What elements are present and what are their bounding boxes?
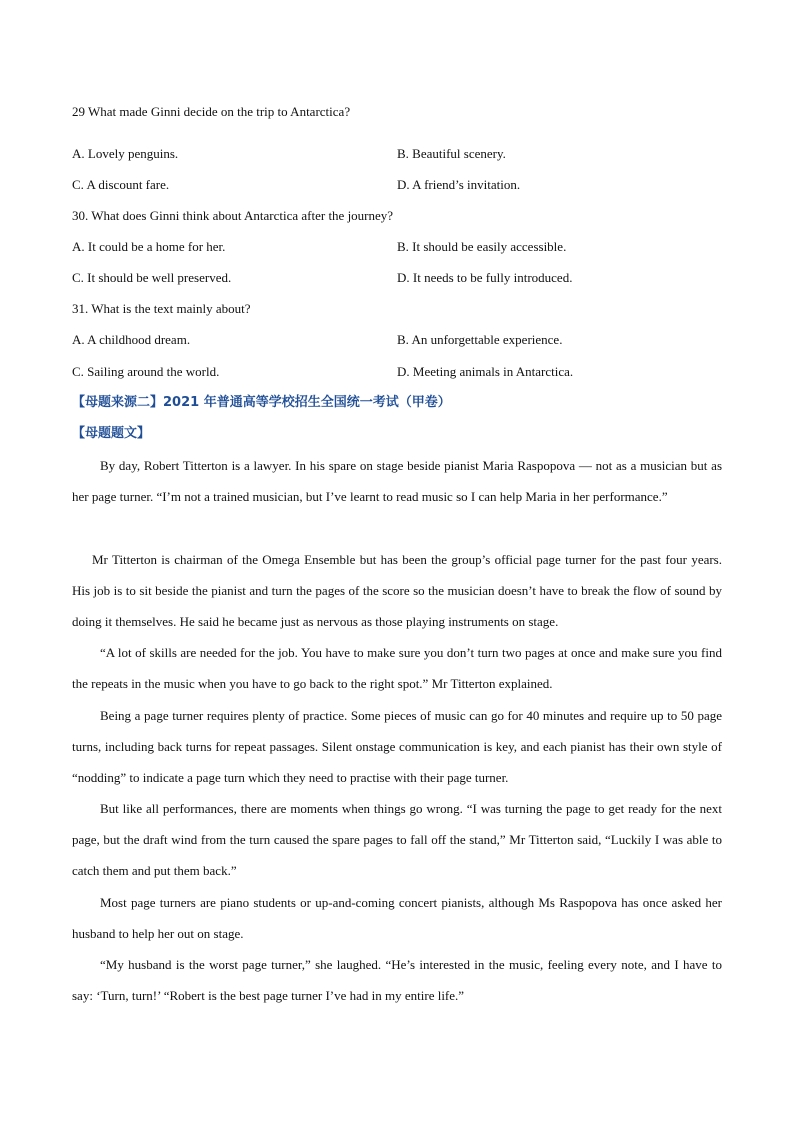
question-31-option-a: A. A childhood dream. xyxy=(72,332,191,347)
question-30-option-d: D. It needs to be fully introduced. xyxy=(397,270,573,285)
question-31-option-b: B. An unforgettable experience. xyxy=(397,332,563,347)
passage-paragraph xyxy=(72,637,722,699)
passage-paragraph xyxy=(72,887,722,949)
question-31-option-d: D. Meeting animals in Antarctica. xyxy=(397,364,574,379)
source-heading xyxy=(72,395,451,411)
question-31-stem: 31. What is the text mainly about? xyxy=(72,301,251,316)
passage-paragraph xyxy=(72,949,722,1011)
paragraph-7: “My husband is the worst page turner,” she laughed. “He’s interested in the music, feeling every note, and I have to say: ‘Turn, turn!’ “Robert is the best page turner I’ve had in my entire life.” xyxy=(72,957,722,1004)
passage-heading: 【母题题文】 xyxy=(72,426,151,441)
paragraph-6: Most page turners are piano students or up-and-coming concert pianists, although Ms Raspopova has once asked her husband to help her out on stage. xyxy=(72,895,722,942)
question-29-option-d: D. A friend’s invitation. xyxy=(397,177,521,192)
passage-paragraph xyxy=(72,544,722,638)
paragraph-3: “A lot of skills are needed for the job. You have to make sure you don’t turn two pages at once and make sure you find the repeats in the music when you have to go back to the right spot.” Mr Titterton explained. xyxy=(72,645,722,692)
question-29-option-c: C. A discount fare. xyxy=(72,177,170,192)
question-30-option-b: B. It should be easily accessible. xyxy=(397,239,567,254)
question-30-option-a: A. It could be a home for her. xyxy=(72,239,226,254)
question-29-stem: 29 What made Ginni decide on the trip to Antarctica? xyxy=(72,104,351,119)
question-29-option-b: B. Beautiful scenery. xyxy=(397,146,506,161)
source-text: 2021 年普通高等学校招生全国统一考试（甲卷） xyxy=(163,395,451,410)
source-label: 【母题来源二】 xyxy=(72,395,164,410)
paragraph-1: By day, Robert Titterton is a lawyer. In his spare on stage beside pianist Maria Raspopova — not as a musician but as her page turner. “I’m not a trained musician, but I’ve learnt to read music so I can help Maria in her performance.” xyxy=(72,458,722,505)
question-31-option-c: C. Sailing around the world. xyxy=(72,364,220,379)
paragraph-5: But like all performances, there are moments when things go wrong. “I was turning the page to get ready for the next page, but the draft wind from the turn caused the spare pages to fall off the stand,” Mr Titterton said, “Luckily I was able to catch them and put them back.” xyxy=(72,801,722,879)
question-30-stem: 30. What does Ginni think about Antarctica after the journey? xyxy=(72,208,394,223)
passage-paragraph xyxy=(72,450,722,512)
paragraph-4: Being a page turner requires plenty of practice. Some pieces of music can go for 40 minutes and require up to 50 page turns, including back turns for repeat passages. Silent onstage communication is key, and each pianist has their own style of “nodding” to indicate a page turn which they need to practise with their page turner. xyxy=(72,708,722,786)
question-30-option-c: C. It should be well preserved. xyxy=(72,270,232,285)
paragraph-2: Mr Titterton is chairman of the Omega Ensemble but has been the group’s official page turner for the past four years. His job is to sit beside the pianist and turn the pages of the score so the musician doesn’t have to break the flow of sound by doing it themselves. He said he became just as nervous as those playing instruments on stage. xyxy=(72,552,722,630)
passage-paragraph xyxy=(72,700,722,794)
question-29-option-a: A. Lovely penguins. xyxy=(72,146,179,161)
passage-paragraph xyxy=(72,793,722,887)
